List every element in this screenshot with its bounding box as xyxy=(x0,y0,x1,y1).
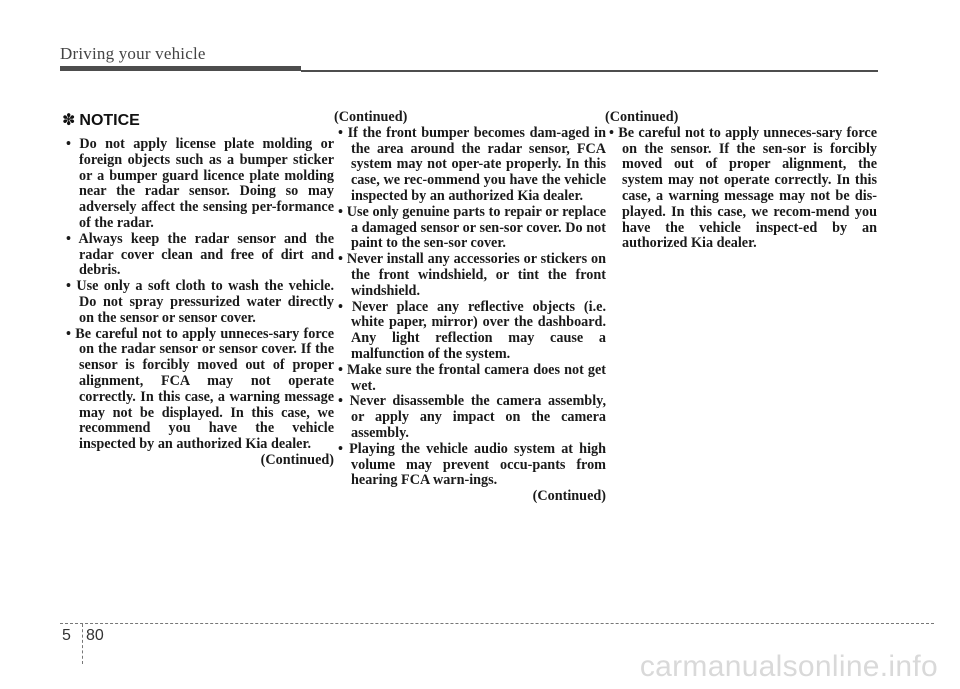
list-item: • Do not apply license plate molding or foreign objects such as a bumper sticker or a bumper guard licence plate molding near the radar sensor. Doing so may adversely affect the sensing per-formance of the radar. xyxy=(66,136,334,231)
column-1 xyxy=(62,111,334,469)
page-header-title: Driving your vehicle xyxy=(60,44,206,63)
continued-label: (Continued) xyxy=(605,109,679,125)
continued-label: (Continued) xyxy=(532,488,606,505)
list-item: • Use only genuine parts to repair or replace a damaged sensor or sen-sor cover. Do not paint to the sen-sor cover. xyxy=(338,203,606,252)
list-item: • Make sure the frontal camera does not get wet. xyxy=(338,361,606,394)
notice-heading-text: NOTICE xyxy=(79,112,140,129)
list-item: • Always keep the radar sensor and the radar cover clean and free of dirt and debris. xyxy=(66,230,334,279)
column-3 xyxy=(605,110,877,252)
watermark: carmanualsonline.info xyxy=(639,650,938,683)
list-item: • If the front bumper becomes dam-aged in the area around the radar sensor, FCA system may not oper-ate properly. In this case, we rec-ommend you have the vehicle inspected by an authorized Kia dealer. xyxy=(338,124,606,204)
continued-label: (Continued) xyxy=(260,451,334,468)
list-item: • Use only a soft cloth to wash the vehicle. Do not spray pressurized water directly on the sensor or sensor cover. xyxy=(66,278,334,326)
page-section-number: 5 xyxy=(62,627,71,644)
page-number: 80 xyxy=(86,627,104,644)
list-item: • Never place any reflective objects (i.e. white paper, mirror) over the dashboard. Any light reflection may cause a malfunction of the system. xyxy=(338,298,606,362)
list-item: • Be careful not to apply unneces-sary force on the radar sensor or sensor cover. If the sensor is forcibly moved out of proper alignment, FCA may not operate correctly. In this case, a warning message may not be displayed. In this case, we recommend you have the vehicle inspected by an authorized Kia dealer. xyxy=(66,325,334,453)
column-2 xyxy=(334,110,606,505)
continued-label: (Continued) xyxy=(334,109,408,125)
footer-page-divider xyxy=(82,624,83,664)
footer-divider xyxy=(60,623,934,624)
list-item: • Be careful not to apply unneces-sary force on the sensor. If the sen-sor is forcibly moved out of proper alignment, the system may not operate correctly. In this case, a warning message may not be dis-played. In this case, we recom-mend you have the vehicle inspect-ed by an authorized Kia dealer. xyxy=(609,124,877,252)
header-rule-thin xyxy=(301,70,878,72)
notice-heading xyxy=(62,111,334,131)
notice-star-icon: ✽ xyxy=(62,112,76,129)
list-item: • Never disassemble the camera assembly, or apply any impact on the camera assembly. xyxy=(338,393,606,441)
list-item: • Never install any accessories or stickers on the front windshield, or tint the front windshield. xyxy=(338,251,606,299)
header-rule-thick xyxy=(60,66,301,71)
list-item: • Playing the vehicle audio system at high volume may prevent occu-pants from hearing FCA warn-ings. xyxy=(338,440,606,489)
